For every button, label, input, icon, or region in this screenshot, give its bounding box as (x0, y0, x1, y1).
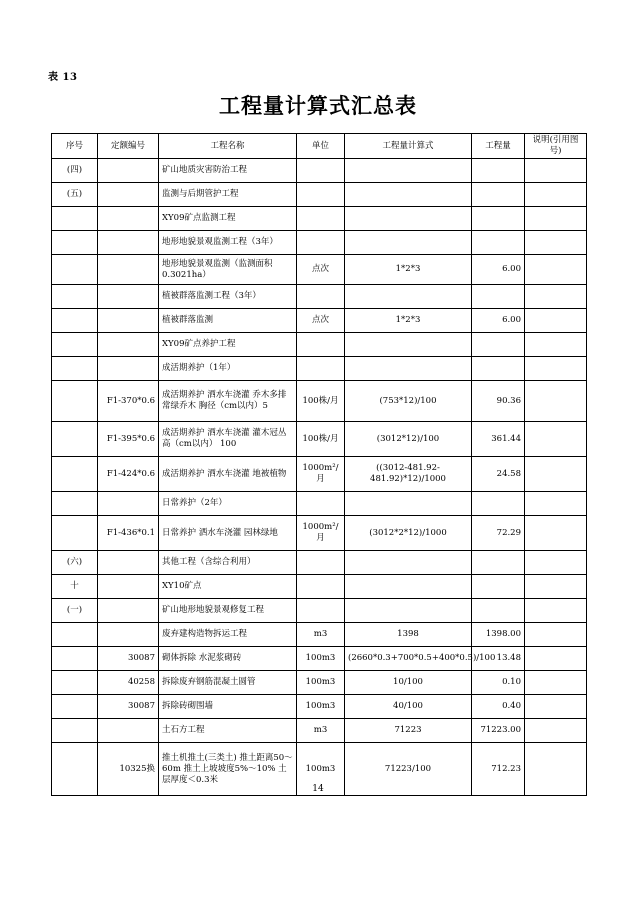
cell-unit: m3 (297, 719, 345, 743)
cell-quantity: 90.36 (472, 381, 525, 422)
table-row (52, 516, 587, 551)
cell-name: 成活期养护 洒水车浇灌 地被植物 (159, 457, 297, 492)
cell-formula: ((3012-481.92-481.92)*12)/1000 (345, 457, 472, 492)
table-row (52, 381, 587, 422)
cell-note (525, 183, 587, 207)
cell-formula: 1*2*3 (345, 309, 472, 333)
table-row (52, 623, 587, 647)
cell-code: F1-436*0.1 (98, 516, 159, 551)
cell-note (525, 551, 587, 575)
cell-formula (345, 575, 472, 599)
table-row (52, 183, 587, 207)
cell-quantity (472, 285, 525, 309)
cell-quantity (472, 551, 525, 575)
cell-formula: 71223 (345, 719, 472, 743)
cell-unit (297, 551, 345, 575)
cell-formula: 71223/100 (345, 743, 472, 796)
column-header-code: 定额编号 (98, 134, 159, 159)
cell-quantity: 361.44 (472, 422, 525, 457)
cell-note (525, 623, 587, 647)
cell-formula: (753*12)/100 (345, 381, 472, 422)
cell-note (525, 647, 587, 671)
cell-name: 其他工程（含综合利用） (159, 551, 297, 575)
cell-name: 矿山地质灾害防治工程 (159, 159, 297, 183)
cell-code (98, 285, 159, 309)
cell-note (525, 285, 587, 309)
cell-note (525, 422, 587, 457)
cell-unit: 点次 (297, 309, 345, 333)
table-row (52, 647, 587, 671)
cell-unit: 100株/月 (297, 381, 345, 422)
cell-seq (52, 357, 98, 381)
cell-formula (345, 492, 472, 516)
cell-name: 日常养护 洒水车浇灌 园林绿地 (159, 516, 297, 551)
cell-note (525, 333, 587, 357)
cell-name: 监测与后期管护工程 (159, 183, 297, 207)
table-row (52, 159, 587, 183)
cell-seq (52, 671, 98, 695)
cell-unit (297, 183, 345, 207)
cell-seq: (四) (52, 159, 98, 183)
cell-unit: 点次 (297, 255, 345, 285)
column-header-note: 说明(引用图号) (525, 134, 587, 159)
cell-seq (52, 381, 98, 422)
cell-note (525, 516, 587, 551)
table-row (52, 285, 587, 309)
cell-unit: 1000m²/月 (297, 457, 345, 492)
cell-formula: (3012*12)/100 (345, 422, 472, 457)
cell-unit: 100株/月 (297, 422, 345, 457)
cell-unit (297, 492, 345, 516)
cell-formula (345, 357, 472, 381)
column-header-quantity: 工程量 (472, 134, 525, 159)
cell-name: XY09矿点养护工程 (159, 333, 297, 357)
cell-note (525, 357, 587, 381)
cell-note (525, 457, 587, 492)
cell-quantity (472, 575, 525, 599)
cell-note (525, 309, 587, 333)
table-row (52, 231, 587, 255)
quantity-summary-table (51, 133, 587, 796)
cell-quantity: 6.00 (472, 309, 525, 333)
cell-formula (345, 207, 472, 231)
cell-unit (297, 333, 345, 357)
document-title: 工程量计算式汇总表 (219, 94, 417, 118)
cell-formula: (2660*0.3+700*0.5+400*0.5)/100 (345, 647, 472, 671)
table-header-row (52, 134, 587, 159)
cell-formula: 40/100 (345, 695, 472, 719)
cell-code (98, 255, 159, 285)
cell-note (525, 255, 587, 285)
cell-seq (52, 422, 98, 457)
cell-code (98, 357, 159, 381)
cell-quantity (472, 599, 525, 623)
cell-code (98, 309, 159, 333)
cell-quantity: 712.23 (472, 743, 525, 796)
column-header-formula: 工程量计算式 (345, 134, 472, 159)
cell-code: 40258 (98, 671, 159, 695)
table-row (52, 575, 587, 599)
cell-unit (297, 575, 345, 599)
cell-unit: 100m3 (297, 647, 345, 671)
cell-seq (52, 255, 98, 285)
column-header-unit: 单位 (297, 134, 345, 159)
cell-unit: m3 (297, 623, 345, 647)
cell-formula (345, 599, 472, 623)
cell-quantity (472, 231, 525, 255)
cell-formula: 10/100 (345, 671, 472, 695)
cell-name: 成活期养护 洒水车浇灌 乔木多排常绿乔木 胸径（cm以内）5 (159, 381, 297, 422)
cell-quantity: 1398.00 (472, 623, 525, 647)
cell-seq (52, 647, 98, 671)
cell-seq: (六) (52, 551, 98, 575)
cell-note (525, 207, 587, 231)
cell-note (525, 671, 587, 695)
cell-name: 日常养护（2年） (159, 492, 297, 516)
cell-code (98, 599, 159, 623)
page-number: 14 (312, 784, 324, 794)
cell-unit: 1000m²/月 (297, 516, 345, 551)
cell-name: 地形地貌景观监测（监测面积0.3021ha） (159, 255, 297, 285)
cell-name: 矿山地形地貌景观修复工程 (159, 599, 297, 623)
cell-code (98, 159, 159, 183)
table-row (52, 207, 587, 231)
cell-name: XY10矿点 (159, 575, 297, 599)
cell-quantity: 13.48 (472, 647, 525, 671)
cell-quantity (472, 357, 525, 381)
table-row (52, 551, 587, 575)
cell-unit (297, 357, 345, 381)
cell-unit: 100m3 (297, 695, 345, 719)
cell-quantity: 24.58 (472, 457, 525, 492)
cell-name: 土石方工程 (159, 719, 297, 743)
table-body (52, 159, 587, 796)
cell-code: 30087 (98, 647, 159, 671)
table-row (52, 333, 587, 357)
cell-name: 植被群落监测工程（3年） (159, 285, 297, 309)
cell-quantity: 6.00 (472, 255, 525, 285)
cell-name: 地形地貌景观监测工程（3年） (159, 231, 297, 255)
cell-code (98, 551, 159, 575)
cell-unit (297, 285, 345, 309)
cell-seq (52, 285, 98, 309)
cell-quantity: 72.29 (472, 516, 525, 551)
cell-code: 10325换 (98, 743, 159, 796)
table-row (52, 309, 587, 333)
table-number-label: 表 13 (48, 72, 78, 83)
cell-formula: 1398 (345, 623, 472, 647)
cell-seq (52, 719, 98, 743)
cell-name: XY09矿点监测工程 (159, 207, 297, 231)
cell-name: 拆除废弃钢筋混凝土圆管 (159, 671, 297, 695)
cell-seq: (一) (52, 599, 98, 623)
cell-unit (297, 599, 345, 623)
table-row (52, 719, 587, 743)
cell-quantity (472, 207, 525, 231)
cell-note (525, 719, 587, 743)
cell-note (525, 231, 587, 255)
cell-quantity (472, 183, 525, 207)
cell-name: 砌体拆除 水泥浆砌砖 (159, 647, 297, 671)
cell-quantity (472, 492, 525, 516)
cell-formula (345, 551, 472, 575)
cell-seq: 十 (52, 575, 98, 599)
cell-name: 推土机推土(三类土) 推土距离50～60m 推土上坡坡度5%～10% 土层厚度＜0.3米 (159, 743, 297, 796)
table-row (52, 457, 587, 492)
column-header-name: 工程名称 (159, 134, 297, 159)
cell-unit: 100m3 (297, 671, 345, 695)
cell-quantity: 71223.00 (472, 719, 525, 743)
column-header-seq: 序号 (52, 134, 98, 159)
table-row (52, 599, 587, 623)
cell-name: 植被群落监测 (159, 309, 297, 333)
cell-code: 30087 (98, 695, 159, 719)
cell-note (525, 695, 587, 719)
table-row (52, 422, 587, 457)
cell-code (98, 719, 159, 743)
cell-formula (345, 333, 472, 357)
cell-seq (52, 309, 98, 333)
cell-code (98, 333, 159, 357)
cell-code (98, 492, 159, 516)
cell-seq: (五) (52, 183, 98, 207)
cell-formula: 1*2*3 (345, 255, 472, 285)
cell-quantity: 0.40 (472, 695, 525, 719)
cell-unit (297, 159, 345, 183)
cell-unit (297, 207, 345, 231)
cell-seq (52, 623, 98, 647)
cell-code (98, 183, 159, 207)
cell-note (525, 492, 587, 516)
table-row (52, 695, 587, 719)
cell-formula (345, 183, 472, 207)
cell-quantity (472, 333, 525, 357)
cell-code: F1-424*0.6 (98, 457, 159, 492)
table-row (52, 255, 587, 285)
table-row (52, 357, 587, 381)
cell-seq (52, 695, 98, 719)
cell-code: F1-395*0.6 (98, 422, 159, 457)
cell-formula (345, 159, 472, 183)
cell-unit (297, 231, 345, 255)
cell-formula (345, 285, 472, 309)
cell-code (98, 207, 159, 231)
cell-seq (52, 516, 98, 551)
cell-unit: 100m3 (297, 743, 345, 796)
table-row (52, 492, 587, 516)
cell-seq (52, 492, 98, 516)
cell-seq (52, 333, 98, 357)
cell-formula: (3012*2*12)/1000 (345, 516, 472, 551)
cell-seq (52, 457, 98, 492)
cell-formula (345, 231, 472, 255)
cell-quantity (472, 159, 525, 183)
table-row (52, 671, 587, 695)
cell-note (525, 575, 587, 599)
cell-code (98, 575, 159, 599)
cell-name: 成活期养护（1年） (159, 357, 297, 381)
cell-code (98, 623, 159, 647)
cell-note (525, 381, 587, 422)
cell-name: 成活期养护 洒水车浇灌 灌木冠丛高（cm以内） 100 (159, 422, 297, 457)
cell-code (98, 231, 159, 255)
cell-note (525, 599, 587, 623)
cell-seq (52, 207, 98, 231)
cell-quantity: 0.10 (472, 671, 525, 695)
cell-code: F1-370*0.6 (98, 381, 159, 422)
cell-seq (52, 231, 98, 255)
cell-name: 拆除砖砌围墙 (159, 695, 297, 719)
cell-name: 废弃建构造物拆运工程 (159, 623, 297, 647)
cell-note (525, 159, 587, 183)
